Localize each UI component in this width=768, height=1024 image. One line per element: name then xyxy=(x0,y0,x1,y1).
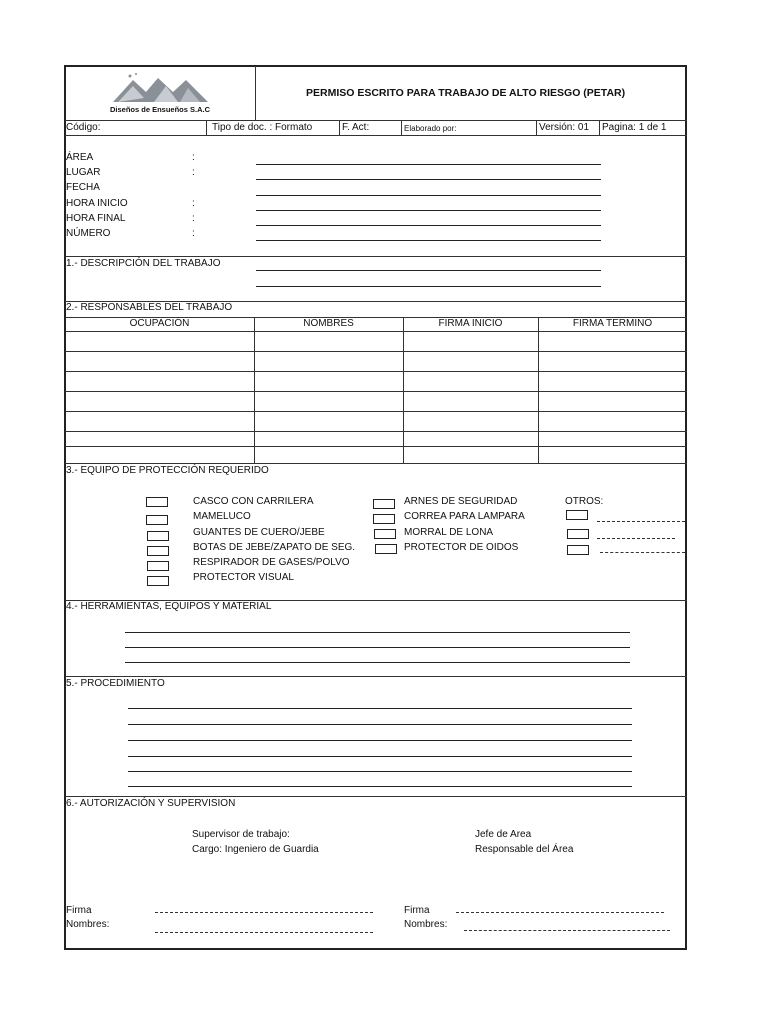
table-col xyxy=(403,317,404,463)
descripcion-field[interactable] xyxy=(256,286,601,287)
epp-item: CORREA PARA LAMPARA xyxy=(404,511,525,522)
otros-checkbox[interactable] xyxy=(567,545,589,555)
table-line xyxy=(65,371,687,372)
field-label-area: ÁREA xyxy=(66,152,94,163)
herramientas-field[interactable] xyxy=(125,647,630,648)
codigo-label: Código: xyxy=(66,122,101,133)
firma-label: Firma xyxy=(404,905,430,916)
field-colon: : xyxy=(192,167,195,178)
elaborado-label: Elaborado por: xyxy=(404,124,457,133)
field-colon: : xyxy=(192,198,195,209)
epp-item: MORRAL DE LONA xyxy=(404,527,494,538)
otros-field[interactable] xyxy=(597,521,685,522)
field-label-numero: NÚMERO xyxy=(66,228,111,239)
supervisor-nombres-field[interactable] xyxy=(155,932,373,933)
section-divider xyxy=(65,676,687,677)
section-2-title: 2.- RESPONSABLES DEL TRABAJO xyxy=(66,302,233,313)
version-label: Versión: 01 xyxy=(539,122,590,133)
lugar-field[interactable] xyxy=(256,179,601,180)
table-line xyxy=(65,411,687,412)
table-line xyxy=(65,431,687,432)
herramientas-field[interactable] xyxy=(125,632,630,633)
section-3-title: 3.- EQUIPO DE PROTECCIÓN REQUERIDO xyxy=(66,465,269,476)
field-colon: : xyxy=(192,152,195,163)
otros-label: OTROS: xyxy=(565,496,604,507)
epp-checkbox[interactable] xyxy=(373,514,395,524)
field-colon: : xyxy=(192,213,195,224)
firma-label: Firma xyxy=(66,905,92,916)
section-5-title: 5.- PROCEDIMIENTO xyxy=(66,678,165,689)
meta-divider xyxy=(206,120,207,135)
herramientas-field[interactable] xyxy=(125,662,630,663)
procedimiento-field[interactable] xyxy=(128,740,632,741)
nombres-label: Nombres: xyxy=(66,919,110,930)
field-label-hora-final: HORA FINAL xyxy=(66,213,126,224)
table-header-firma-inicio: FIRMA INICIO xyxy=(438,318,503,329)
section-divider xyxy=(65,256,687,257)
table-header-ocupacion: OCUPACIÓN xyxy=(129,318,190,329)
tipo-doc-label: Tipo de doc. : Formato xyxy=(212,122,313,133)
epp-item: BOTAS DE JEBE/ZAPATO DE SEG. xyxy=(193,542,356,553)
nombres-label: Nombres: xyxy=(404,919,448,930)
epp-checkbox[interactable] xyxy=(147,561,169,571)
epp-checkbox[interactable] xyxy=(375,544,397,554)
table-header-firma-termino: FIRMA TERMINO xyxy=(572,318,653,329)
epp-checkbox[interactable] xyxy=(146,515,168,525)
epp-checkbox[interactable] xyxy=(147,531,169,541)
table-col xyxy=(538,317,539,463)
jefe-firma-field[interactable] xyxy=(456,912,664,913)
epp-item: RESPIRADOR DE GASES/POLVO xyxy=(193,557,350,568)
procedimiento-field[interactable] xyxy=(128,756,632,757)
epp-checkbox[interactable] xyxy=(374,529,396,539)
section-1-title: 1.- DESCRIPCIÓN DEL TRABAJO xyxy=(66,258,221,269)
procedimiento-field[interactable] xyxy=(128,724,632,725)
numero-field[interactable] xyxy=(256,240,601,241)
epp-item: ARNES DE SEGURIDAD xyxy=(404,496,518,507)
table-line xyxy=(65,331,687,332)
descripcion-field[interactable] xyxy=(256,270,601,271)
table-line xyxy=(65,463,687,464)
epp-item: PROTECTOR DE OIDOS xyxy=(404,542,519,553)
jefe-label: Jefe de Area xyxy=(475,829,532,840)
meta-divider xyxy=(401,120,402,135)
table-line xyxy=(65,351,687,352)
epp-item: CASCO CON CARRILERA xyxy=(193,496,314,507)
header-divider xyxy=(255,66,256,120)
cargo-label: Cargo: Ingeniero de Guardia xyxy=(192,844,319,855)
table-col xyxy=(254,317,255,463)
table-header-nombres: NOMBRES xyxy=(303,318,354,329)
field-label-lugar: LUGAR xyxy=(66,167,101,178)
meta-divider xyxy=(339,120,340,135)
form-title: PERMISO ESCRITO PARA TRABAJO DE ALTO RIESGO (PETAR) xyxy=(306,87,626,99)
fecha-field[interactable] xyxy=(256,195,601,196)
otros-field[interactable] xyxy=(597,538,675,539)
epp-checkbox[interactable] xyxy=(147,546,169,556)
area-field[interactable] xyxy=(256,164,601,165)
section-6-title: 6.- AUTORIZACIÓN Y SUPERVISION xyxy=(66,798,236,809)
section-4-title: 4.- HERRAMIENTAS, EQUIPOS Y MATERIAL xyxy=(66,601,272,612)
epp-checkbox[interactable] xyxy=(147,576,169,586)
f-act-label: F. Act: xyxy=(342,122,370,133)
field-label-fecha: FECHA xyxy=(66,182,100,193)
section-divider xyxy=(65,796,687,797)
procedimiento-field[interactable] xyxy=(128,771,632,772)
hora-inicio-field[interactable] xyxy=(256,210,601,211)
epp-checkbox[interactable] xyxy=(373,499,395,509)
meta-row-bottom xyxy=(65,135,687,136)
meta-divider xyxy=(599,120,600,135)
meta-row-top xyxy=(65,120,687,121)
otros-field[interactable] xyxy=(600,552,685,553)
otros-checkbox[interactable] xyxy=(567,529,589,539)
field-label-hora-inicio: HORA INICIO xyxy=(66,198,128,209)
procedimiento-field[interactable] xyxy=(128,786,632,787)
company-name: Diseños de Ensueños S.A.C xyxy=(110,105,211,114)
supervisor-firma-field[interactable] xyxy=(155,912,373,913)
meta-divider xyxy=(536,120,537,135)
table-line xyxy=(65,391,687,392)
responsable-label: Responsable del Área xyxy=(475,844,574,855)
epp-checkbox[interactable] xyxy=(146,497,168,507)
epp-item: PROTECTOR VISUAL xyxy=(193,572,294,583)
pagina-label: Pagina: 1 de 1 xyxy=(602,122,667,133)
procedimiento-field[interactable] xyxy=(128,708,632,709)
table-line xyxy=(65,446,687,447)
jefe-nombres-field[interactable] xyxy=(464,930,670,931)
hora-final-field[interactable] xyxy=(256,225,601,226)
otros-checkbox[interactable] xyxy=(566,510,588,520)
epp-item: MAMELUCO xyxy=(193,511,251,522)
field-colon: : xyxy=(192,228,195,239)
epp-item: GUANTES DE CUERO/JEBE xyxy=(193,527,325,538)
supervisor-label: Supervisor de trabajo: xyxy=(192,829,290,840)
